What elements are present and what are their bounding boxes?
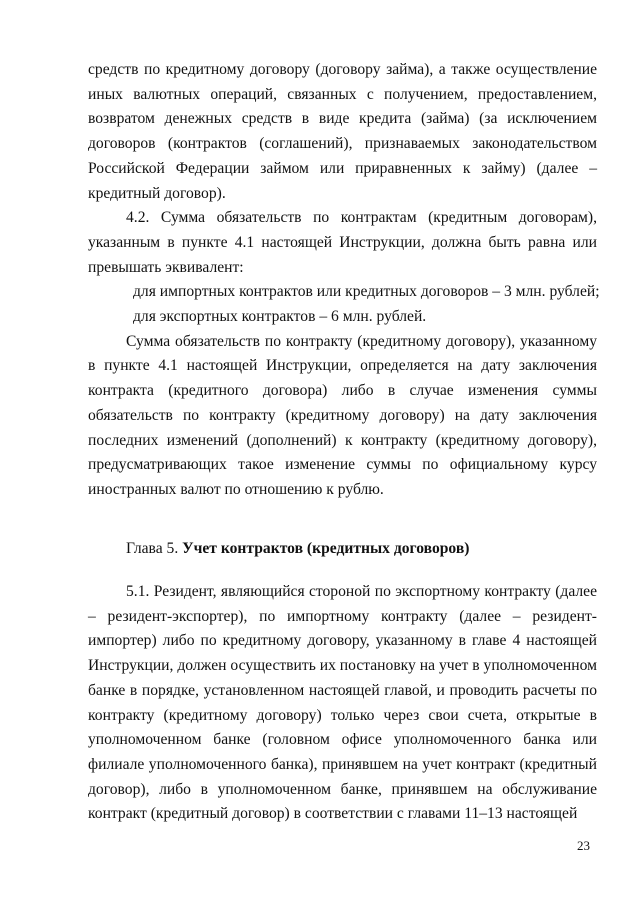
continuation-paragraph: средств по кредитному договору (договору займа), а также осуществление иных валютных операций, связанных с получением, предоставлением, возвратом денежных средств в виде кредита (займа) (за исключением договоров (контрактов (соглашений), признаваемых законодательством Российской Федерации займом или приравненных к займу) (далее – кредитный договор). <box>88 61 597 202</box>
body-text-bottom <box>88 580 597 827</box>
body-text-top <box>88 58 600 503</box>
clause-5-1: 5.1. Резидент, являющийся стороной по экспортному контракту (далее – резидент-экспортер), по импортному контракту (далее – резидент-импортер) либо по кредитному договору, указанному в главе 4 настоящей Инструкции, должен осуществить их постановку на учет в уполномоченном банке в порядке, установленном настоящей главой, и проводить расчеты по контракту (кредитному договору) только через свои счета, открытые в уполномоченном банке (головном офисе уполномоченного банка или филиале уполномоченного банка), принявшем на учет контракт (кредитный договор), либо в уполномоченном банке, принявшем на обслуживание контракт (кредитный договор) в соответствии с главами 11–13 настоящей <box>88 583 597 823</box>
chapter-title: Учет контрактов (кредитных договоров) <box>182 540 470 557</box>
page-number: 23 <box>577 838 590 853</box>
paragraph-obligations-sum: Сумма обязательств по контракту (кредитному договору), указанному в пункте 4.1 настоящей Инструкции, определяется на дату заключения контракта (кредитного договора) либо в случае изменения суммы обязательств по контракту (кредитному договору) на дату заключения последних изменений (дополнений) к контракту (кредитному договору), предусматривающих такое изменение суммы по официальному курсу иностранных валют по отношению к рублю. <box>88 332 597 498</box>
list-item-import: для импортных контрактов или кредитных договоров – 3 млн. рублей; <box>133 283 600 301</box>
list-item-export: для экспортных контрактов – 6 млн. рублей. <box>133 308 427 326</box>
chapter-heading <box>126 537 469 561</box>
clause-4-2: 4.2. Сумма обязательств по контрактам (кредитным договорам), указанным в пункте 4.1 настоящей Инструкции, должна быть равна или превышать эквивалент: <box>88 209 597 276</box>
chapter-prefix: Глава 5. <box>126 540 183 557</box>
